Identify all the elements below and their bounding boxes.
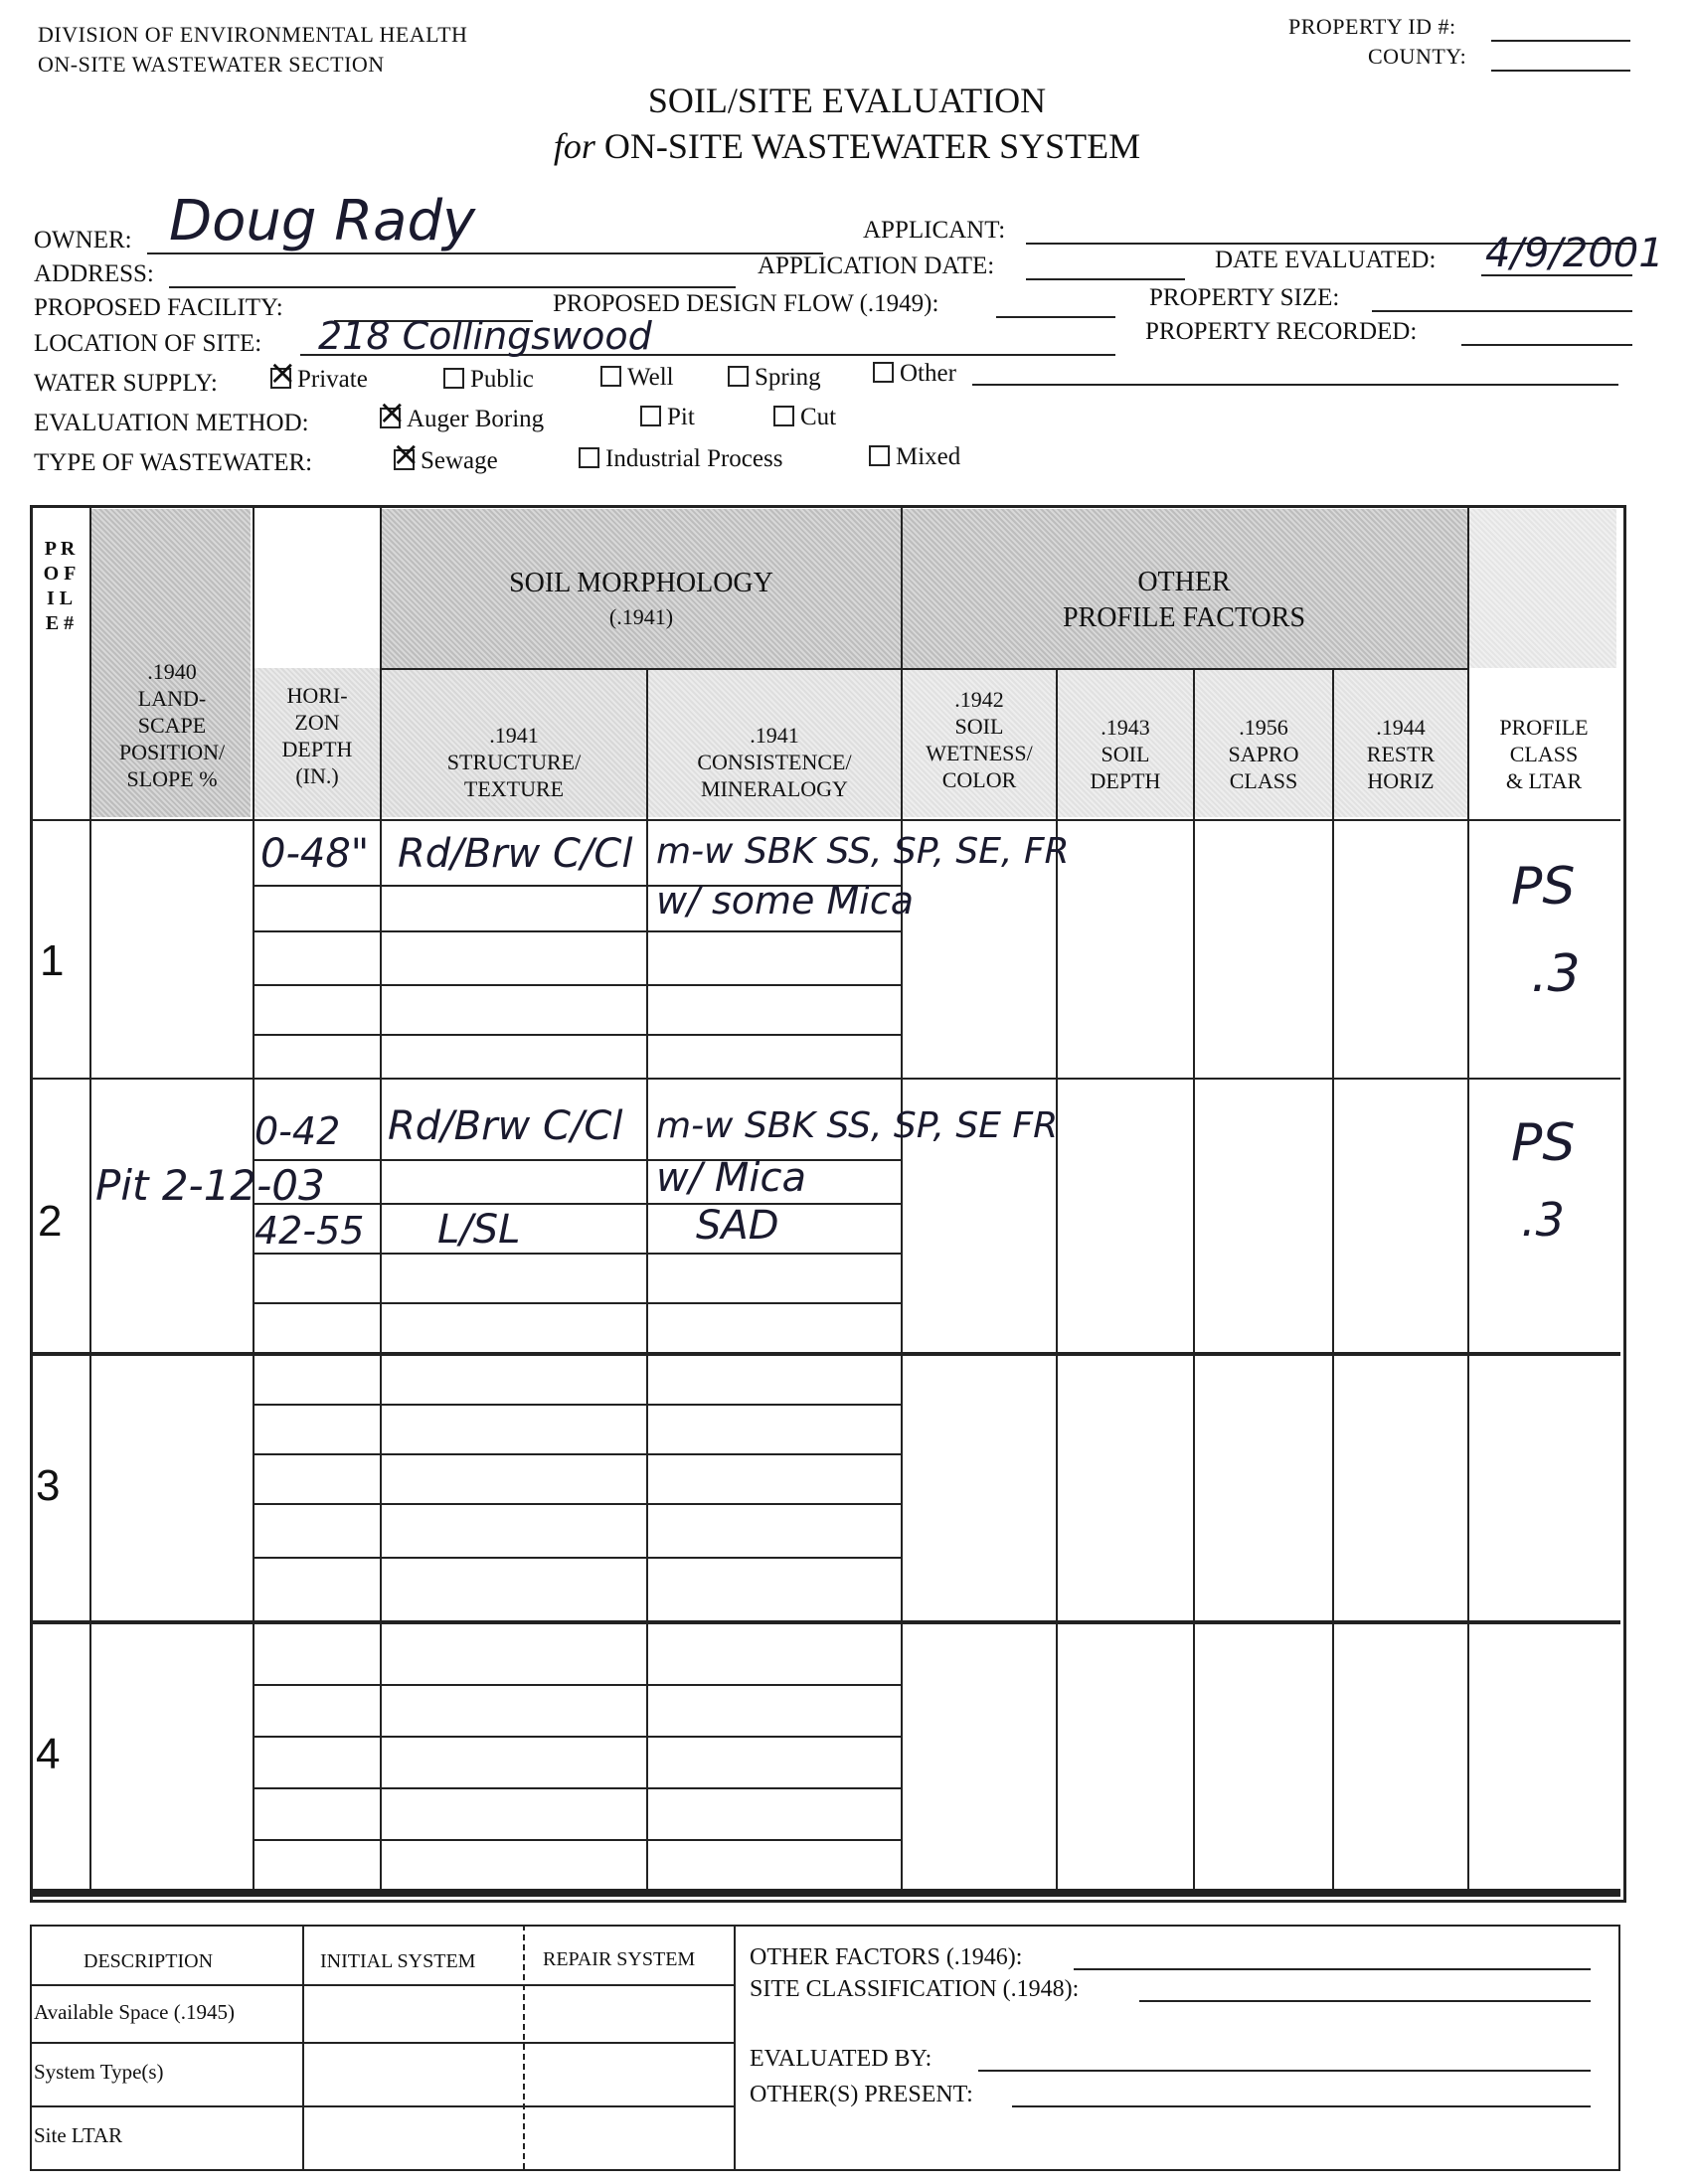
site-classification-label: SITE CLASSIFICATION (.1948): xyxy=(750,1976,1080,2002)
structure-texture-header: .1941 STRUCTURE/ TEXTURE xyxy=(446,723,582,801)
date-evaluated-value: 4/9/2001 xyxy=(1485,231,1664,276)
form-subtitle: for ON-SITE WASTEWATER SYSTEM xyxy=(553,126,1141,166)
water-supply-label: WATER SUPPLY: xyxy=(34,370,218,397)
evaluation-method-label: EVALUATION METHOD: xyxy=(34,410,309,436)
location-value: 218 Collingswood xyxy=(318,314,652,358)
row1-ltar: .3 xyxy=(1531,944,1581,1004)
property-id-label: PROPERTY ID #: xyxy=(1288,14,1456,39)
others-present-label: OTHER(S) PRESENT: xyxy=(750,2082,973,2107)
system-type-label: System Type(s) xyxy=(34,2060,164,2084)
cut-checkbox[interactable] xyxy=(773,406,794,426)
proposed-facility-label: PROPOSED FACILITY: xyxy=(34,294,283,321)
design-flow-field[interactable] xyxy=(996,316,1115,318)
water-public-option[interactable]: Public xyxy=(443,366,534,394)
public-checkbox[interactable] xyxy=(443,368,464,389)
water-well-option[interactable]: Well xyxy=(600,364,674,392)
wastewater-label: TYPE OF WASTEWATER: xyxy=(34,449,313,476)
property-id-field[interactable] xyxy=(1491,40,1630,42)
sewage-option[interactable]: × Sewage xyxy=(394,447,498,475)
row2-texture: Rd/Brw C/Cl xyxy=(388,1103,623,1149)
date-evaluated-label: DATE EVALUATED: xyxy=(1215,247,1437,273)
water-other-field[interactable] xyxy=(972,384,1618,386)
county-label: COUNTY: xyxy=(1368,44,1467,69)
row1-texture: Rd/Brw C/Cl xyxy=(398,831,633,877)
address-label: ADDRESS: xyxy=(34,260,154,287)
profile-2-number: 2 xyxy=(38,1197,63,1246)
well-checkbox[interactable] xyxy=(600,366,621,387)
form-title: SOIL/SITE EVALUATION xyxy=(647,81,1047,120)
row2-texture-2: L/SL xyxy=(437,1207,521,1253)
address-field[interactable] xyxy=(169,286,736,288)
water-private-option[interactable]: × Private xyxy=(270,366,368,394)
auger-boring-option[interactable]: × Auger Boring xyxy=(380,406,544,433)
row2-depth-2: 42-55 xyxy=(254,1209,365,1253)
property-recorded-field[interactable] xyxy=(1461,344,1632,346)
private-checkbox[interactable] xyxy=(270,368,291,389)
restrictive-horizon-header: .1944 RESTR HORIZ xyxy=(1366,715,1436,793)
property-size-label: PROPERTY SIZE: xyxy=(1149,284,1340,311)
owner-label: OWNER: xyxy=(34,227,132,253)
pit-option[interactable]: Pit xyxy=(640,404,695,431)
row2-consistence: m-w SBK SS, SP, SE FR xyxy=(656,1105,1059,1146)
row2-consistence-2: SAD xyxy=(696,1203,779,1249)
county-field[interactable] xyxy=(1491,70,1630,72)
row2-mineralogy: w/ Mica xyxy=(656,1155,807,1201)
row2-class: PS xyxy=(1511,1113,1576,1173)
auger-boring-checkbox[interactable] xyxy=(380,408,401,428)
others-present-field[interactable] xyxy=(1012,2105,1591,2107)
profile-3-number: 3 xyxy=(36,1461,61,1510)
row1-mineralogy: w/ some Mica xyxy=(656,879,915,923)
available-space-label: Available Space (.1945) xyxy=(34,2000,235,2024)
row2-ltar: .3 xyxy=(1521,1193,1565,1247)
row1-depth: 0-48" xyxy=(260,831,370,877)
row2-landscape: Pit 2-12-03 xyxy=(95,1161,325,1210)
application-date-field[interactable] xyxy=(1026,278,1185,280)
row1-class: PS xyxy=(1511,857,1576,917)
property-size-field[interactable] xyxy=(1372,310,1632,312)
profile-4-number: 4 xyxy=(36,1730,61,1778)
division-name: DIVISION OF ENVIRONMENTAL HEALTH xyxy=(38,22,468,47)
industrial-checkbox[interactable] xyxy=(579,447,599,468)
application-date-label: APPLICATION DATE: xyxy=(758,252,995,279)
sapro-class-header: .1956 SAPRO CLASS xyxy=(1228,715,1299,793)
evaluated-by-field[interactable] xyxy=(978,2070,1591,2072)
row1-consistence: m-w SBK SS, SP, SE, FR xyxy=(656,831,1070,872)
evaluated-by-label: EVALUATED BY: xyxy=(750,2046,932,2072)
consistence-mineralogy-header: .1941 CONSISTENCE/ MINERALOGY xyxy=(697,723,852,801)
spring-checkbox[interactable] xyxy=(728,366,749,387)
other-factors-label: OTHER FACTORS (.1946): xyxy=(750,1944,1023,1970)
soil-morphology-header: SOIL MORPHOLOGY (.1941) xyxy=(509,568,773,629)
other-factors-field[interactable] xyxy=(1074,1968,1591,1970)
other-profile-factors-header: OTHER PROFILE FACTORS xyxy=(1062,567,1306,633)
class-header-shade xyxy=(1467,509,1616,668)
applicant-label: APPLICANT: xyxy=(863,217,1006,244)
industrial-option[interactable]: Industrial Process xyxy=(579,445,782,473)
design-flow-label: PROPOSED DESIGN FLOW (.1949): xyxy=(553,290,939,317)
row2-depth: 0-42 xyxy=(254,1109,341,1153)
mixed-checkbox[interactable] xyxy=(869,445,890,466)
profile-class-ltar-header: PROFILE CLASS & LTAR xyxy=(1499,715,1589,793)
location-label: LOCATION OF SITE: xyxy=(34,330,262,357)
cut-option[interactable]: Cut xyxy=(773,404,836,431)
water-spring-option[interactable]: Spring xyxy=(728,364,821,392)
site-classification-field[interactable] xyxy=(1139,2000,1591,2002)
other-checkbox[interactable] xyxy=(873,362,894,383)
horizon-depth-header: HORI- ZON DEPTH (IN.) xyxy=(281,683,353,788)
pit-checkbox[interactable] xyxy=(640,406,661,426)
sewage-checkbox[interactable] xyxy=(394,449,415,470)
owner-value: Doug Rady xyxy=(169,189,476,253)
water-other-option[interactable]: Other xyxy=(873,360,956,388)
profile-number-header: P R O F I L E # xyxy=(43,538,77,634)
repair-system-header: REPAIR SYSTEM xyxy=(543,1948,696,1970)
property-recorded-label: PROPERTY RECORDED: xyxy=(1145,318,1418,345)
soil-wetness-header: .1942 SOIL WETNESS/ COLOR xyxy=(926,687,1033,792)
description-header: DESCRIPTION xyxy=(84,1950,214,1972)
mixed-option[interactable]: Mixed xyxy=(869,443,960,471)
site-ltar-label: Site LTAR xyxy=(34,2123,123,2147)
soil-depth-header: .1943 SOIL DEPTH xyxy=(1090,715,1161,793)
initial-system-header: INITIAL SYSTEM xyxy=(320,1950,476,1972)
section-name: ON-SITE WASTEWATER SECTION xyxy=(38,52,385,77)
profile-1-number: 1 xyxy=(40,936,65,985)
landscape-header: .1940 LAND- SCAPE POSITION/ SLOPE % xyxy=(118,659,226,791)
